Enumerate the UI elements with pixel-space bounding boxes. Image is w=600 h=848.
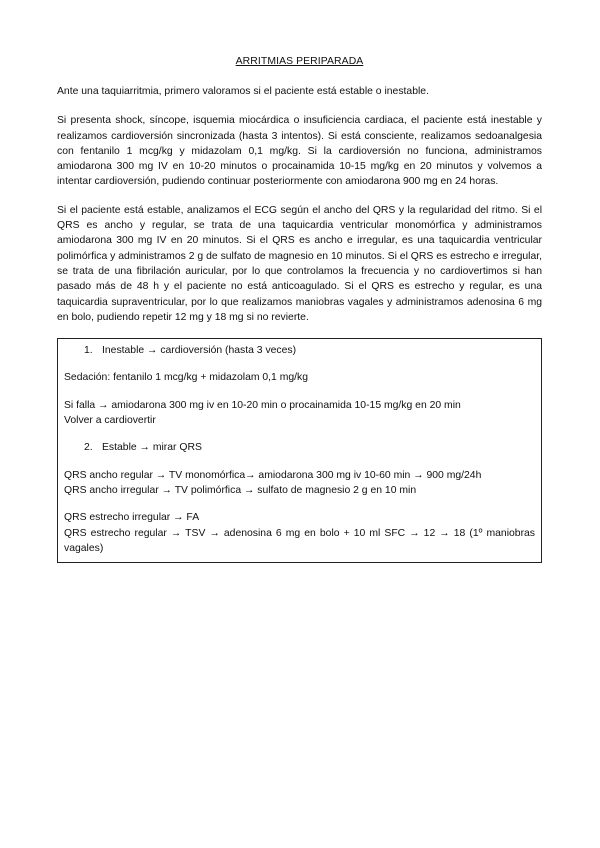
intro-paragraph: Ante una taquiarritmia, primero valoramos si el paciente está estable o inestable.: [57, 86, 429, 97]
stable-paragraph: Si el paciente está estable, analizamos el ECG según el ancho del QRS y la regularidad del ritmo. Si el QRS es ancho y regular, se trata de una taquicardia ventricular monomórfica y administramos amiodarona 300 mg IV en 20 minutos. Si el QRS es ancho e irregular, es una taquicardia ventricular polimórfica y administramos 2 g de sulfato de magnesio en 10 minutos. Si el QRS es estrecho e irregular, se trata de una fibrilación auricular, por lo que controlamos la frecuencia y no cardiovertimos si han pasado más de 48 h y el paciente no está anticoagulado. Si el QRS es estrecho y regular, es una taquicardia supraventricular, por lo que realizamos maniobras vagales y administramos adenosina 6 mg en bolo, pudiendo repetir 12 mg y 18 mg si no revierte.: [57, 204, 542, 323]
retry-line: Volver a cardiovertir: [64, 415, 156, 427]
summary-box: [57, 338, 542, 563]
summary-item-stable: [64, 440, 535, 455]
failure-line: Si falla → amiodarona 300 mg iv en 10-20 min o procainamida 10-15 mg/kg en 20 min: [64, 399, 461, 411]
summary-item-text: Inestable → cardioversión (hasta 3 veces): [102, 345, 297, 357]
summary-item-number: 2.: [84, 442, 93, 454]
unstable-paragraph: Si presenta shock, síncope, isquemia miocárdica o insuficiencia cardiaca, el paciente está inestable y realizamos cardioversión sincronizada (hasta 3 intentos). Si está consciente, realizamos sedoanalgesia con fentanilo 1 mcg/kg y midazolam 0,1 mg/kg. Si la cardioversión no funciona, administramos amiodarona 300 mg IV en 10-20 minutos o procainamida 10-15 mg/kg en 20 minutos y volvemos a intentar cardioversión, pudiendo continuar posteriormente con amiodarona 900 mg en 24 horas.: [57, 115, 542, 188]
document-page: [57, 56, 542, 563]
summary-item-text: Estable → mirar QRS: [102, 442, 202, 454]
wide-regular-line: QRS ancho regular → TV monomórfica→ amiodarona 300 mg iv 10-60 min → 900 mg/24h: [64, 469, 482, 481]
wide-irregular-line: QRS ancho irregular → TV polimórfica → sulfato de magnesio 2 g en 10 min: [64, 484, 417, 496]
document-title: ARRITMIAS PERIPARADA: [235, 56, 364, 67]
narrow-regular-line: QRS estrecho regular → TSV → adenosina 6 mg en bolo + 10 ml SFC → 12 → 18 (1º maniobras vagales): [64, 527, 535, 554]
sedation-line: Sedación: fentanilo 1 mcg/kg + midazolam 0,1 mg/kg: [64, 372, 309, 384]
narrow-irregular-line: QRS estrecho irregular → FA: [64, 512, 200, 524]
summary-item-number: 1.: [84, 345, 93, 357]
summary-item-unstable: [64, 343, 535, 358]
